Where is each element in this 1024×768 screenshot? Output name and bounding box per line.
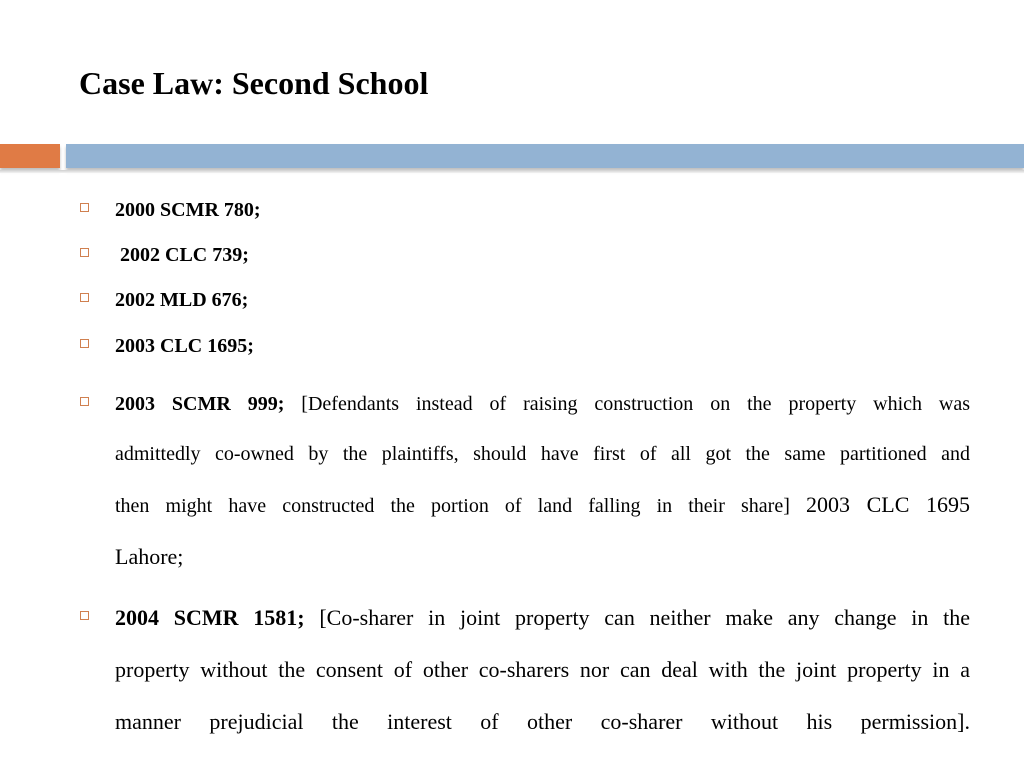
case-entry-1-line-1 <box>115 392 970 416</box>
citation-item: 2000 SCMR 780; <box>115 199 261 221</box>
bullet-icon <box>80 203 89 212</box>
bullet-icon <box>80 611 89 620</box>
bullet-icon <box>80 397 89 406</box>
header-divider <box>0 170 1024 173</box>
bullet-icon <box>80 293 89 302</box>
case-entry-1-line-4: Lahore; <box>115 544 184 569</box>
case-text: [Defendants instead of raising construction on the property which was <box>301 393 971 415</box>
case-text: then might have constructed the portion of land falling in their share] <box>115 495 790 517</box>
case-entry-2-line-2: property without the consent of other co-sharers nor can deal with the joint property in a <box>115 657 970 682</box>
bullet-icon <box>80 248 89 257</box>
case-entry-1-line-3 <box>115 493 970 518</box>
case-text: [Co-sharer in joint property can neither make any change in the <box>319 605 970 630</box>
header-accent-blue <box>66 144 1024 168</box>
header-accent-orange <box>0 144 60 168</box>
citation-item: 2003 CLC 1695; <box>115 335 254 357</box>
case-entry-2-line-3: manner prejudicial the interest of other co-sharer without his permission]. <box>115 709 970 734</box>
citation-item: 2002 CLC 739; <box>115 244 249 266</box>
case-entry-1-line-2: admittedly co-owned by the plaintiffs, should have first of all got the same partitioned and <box>115 443 970 465</box>
case-reference: 2003 CLC 1695 <box>805 492 970 517</box>
case-entry-2-line-1 <box>115 606 970 630</box>
citation-item: 2002 MLD 676; <box>115 289 249 311</box>
case-citation: 2004 SCMR 1581; <box>115 605 305 630</box>
slide-title: Case Law: Second School <box>79 65 429 101</box>
bullet-icon <box>80 339 89 348</box>
case-citation: 2003 SCMR 999; <box>115 393 285 415</box>
